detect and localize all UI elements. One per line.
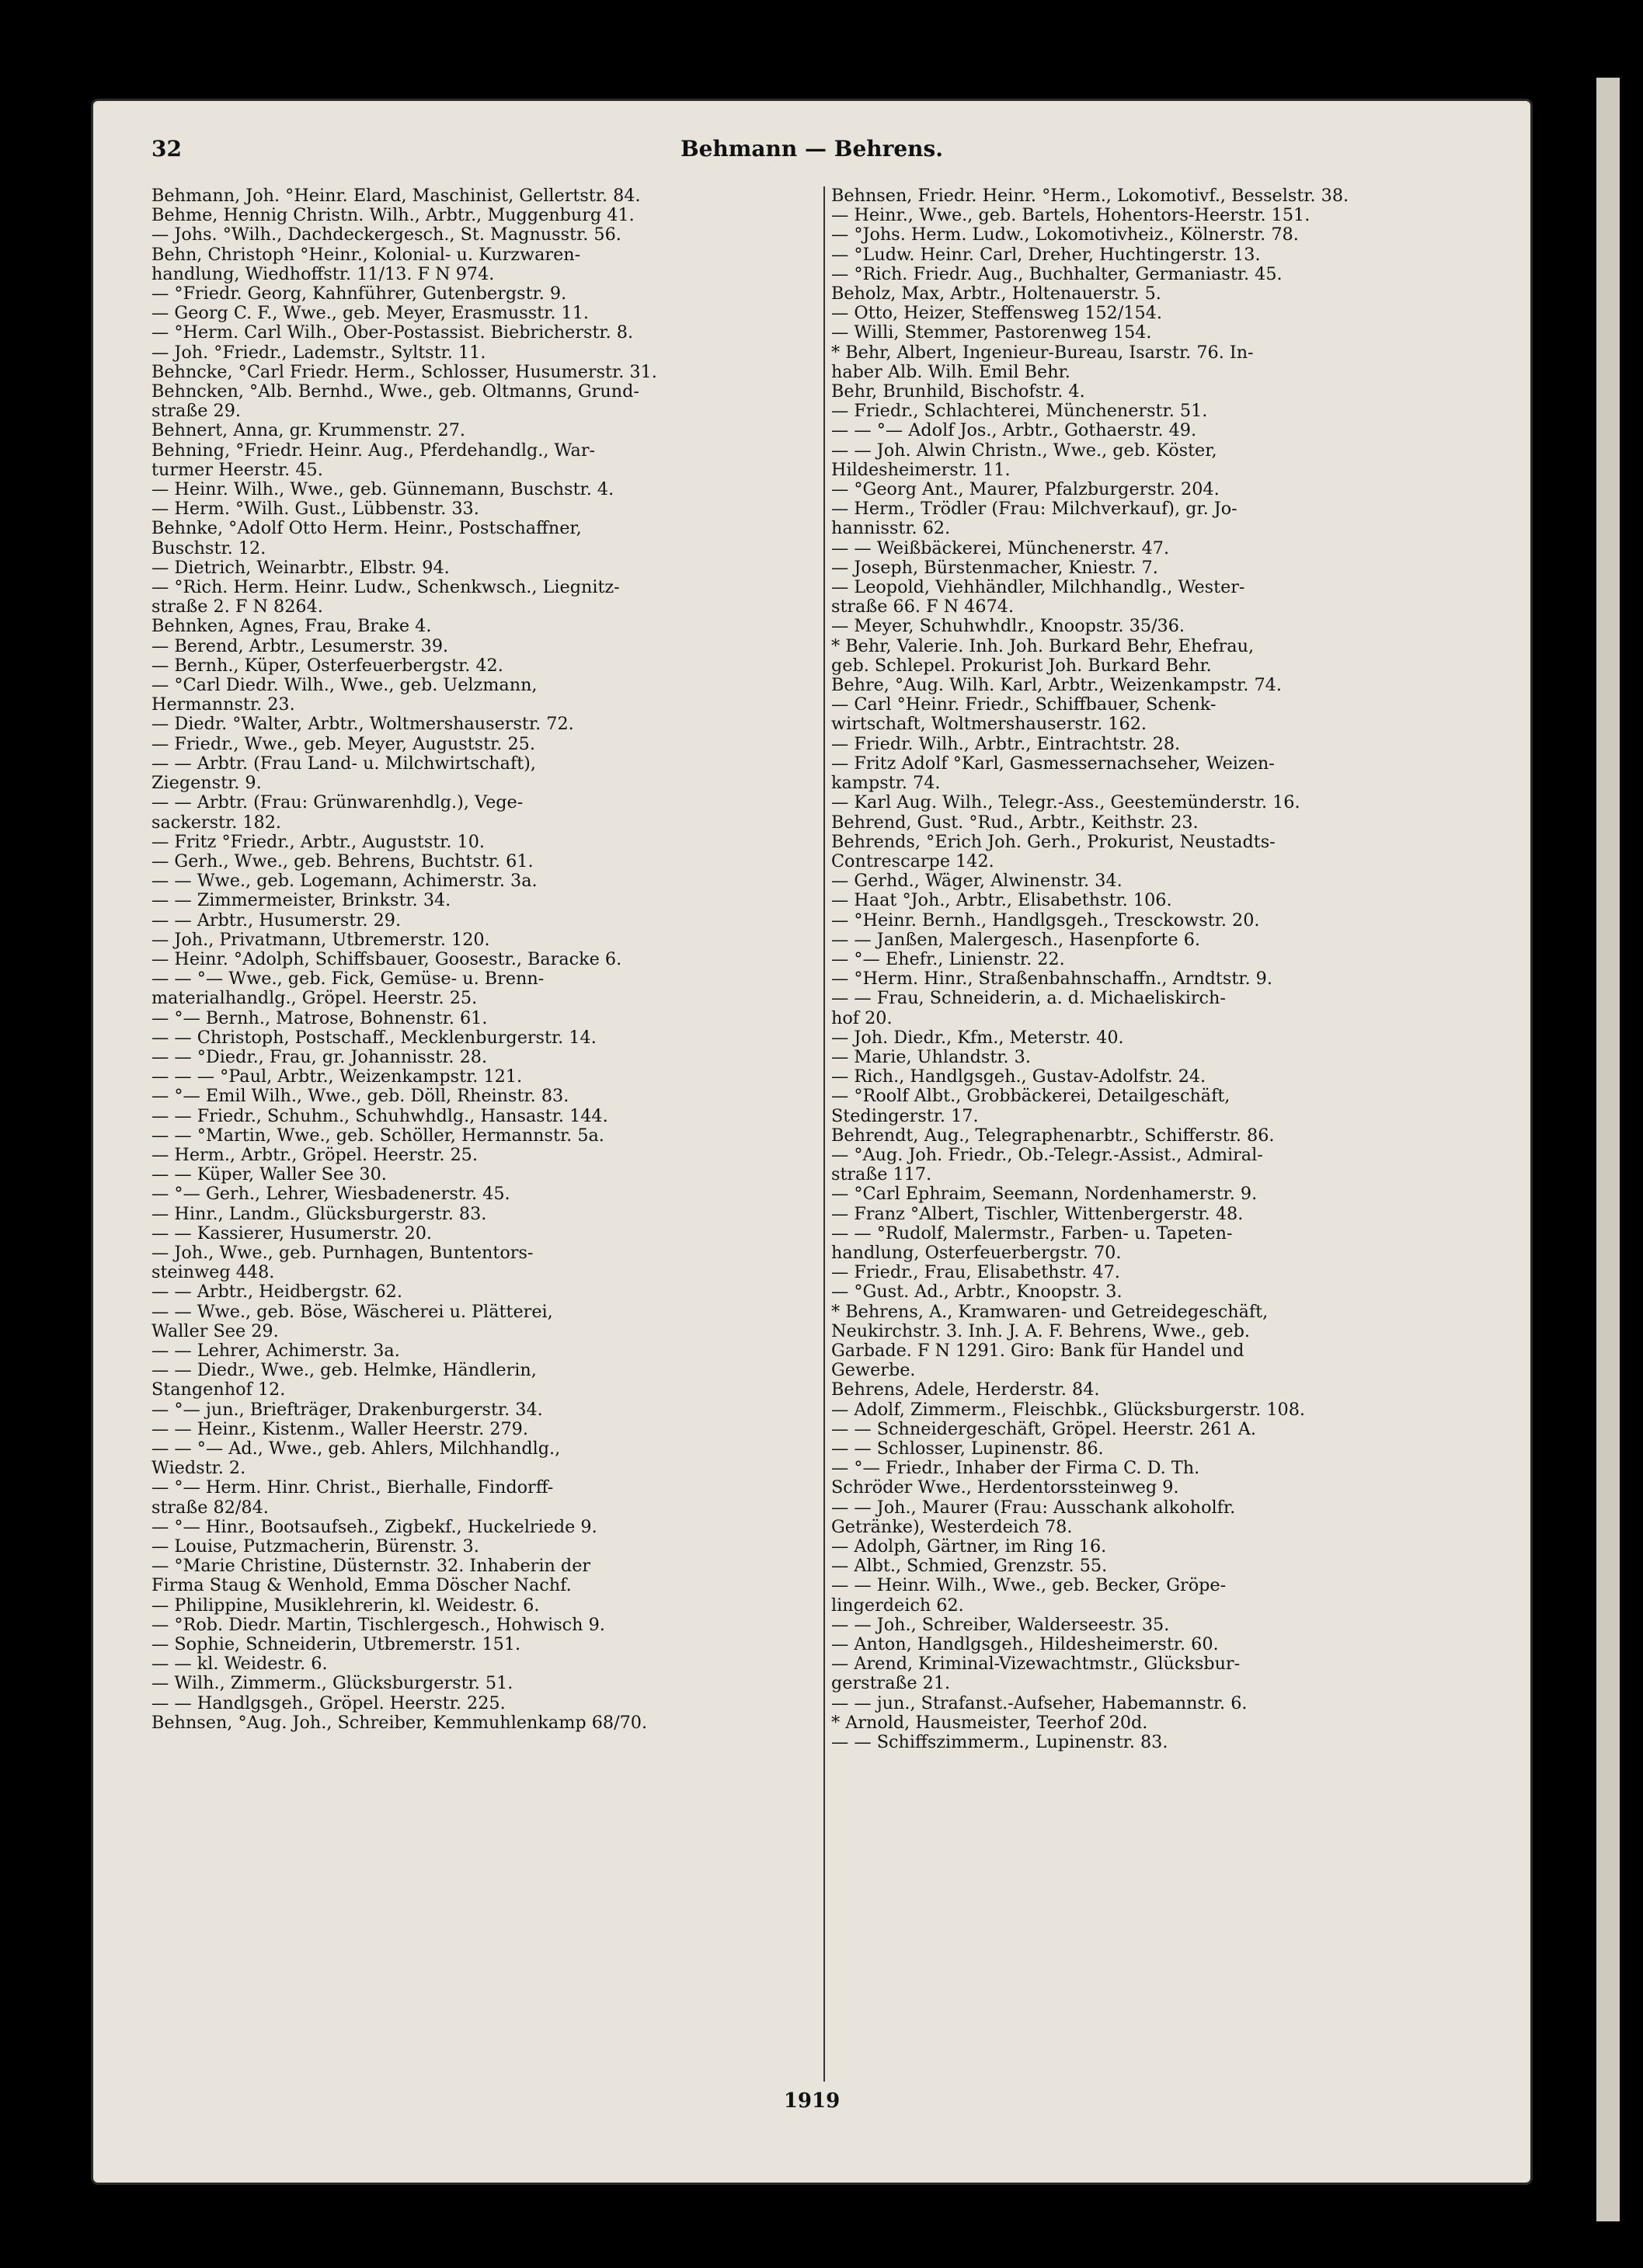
directory-line: straße 2. F N 8264. — [151, 597, 323, 617]
directory-line: — Berend, Arbtr., Lesumerstr. 39. — [151, 636, 449, 656]
left-column — [151, 186, 781, 1733]
directory-line: Behncken, °Alb. Bernhd., Wwe., geb. Oltmanns, Grund- — [151, 382, 639, 402]
directory-line: — — °Rudolf, Malermstr., Farben- u. Tapeten- — [831, 1223, 1233, 1244]
directory-line: Behncke, °Carl Friedr. Herm., Schlosser, Husumerstr. 31. — [151, 362, 657, 382]
directory-line: — — °— Ad., Wwe., geb. Ahlers, Milchhandlg., — [151, 1439, 561, 1459]
directory-line: Wiedstr. 2. — [151, 1459, 246, 1479]
directory-line: — — Arbtr. (Frau: Grünwarenhdlg.), Vege- — [151, 793, 524, 813]
directory-line: — Georg C. F., Wwe., geb. Meyer, Erasmusstr. 11. — [151, 304, 589, 324]
directory-line: — — Küper, Waller See 30. — [151, 1165, 387, 1185]
directory-line: Ziegenstr. 9. — [151, 774, 262, 794]
directory-line: — — °Diedr., Frau, gr. Johannisstr. 28. — [151, 1047, 488, 1067]
directory-line: — — Weißbäckerei, Münchenerstr. 47. — [831, 538, 1170, 558]
directory-line: steinweg 448. — [151, 1263, 275, 1283]
directory-line: Behmann, Joh. °Heinr. Elard, Maschinist, Gellertstr. 84. — [151, 186, 641, 206]
directory-line: Stangenhof 12. — [151, 1380, 286, 1400]
directory-line: — Sophie, Schneiderin, Utbremerstr. 151. — [151, 1635, 521, 1655]
directory-line: geb. Schlepel. Prokurist Joh. Burkard Behr. — [831, 656, 1212, 676]
directory-line: — Heinr. Wilh., Wwe., geb. Günnemann, Buschstr. 4. — [151, 480, 614, 500]
directory-line: — — Schiffszimmerm., Lupinenstr. 83. — [831, 1733, 1168, 1753]
directory-line: — °Georg Ant., Maurer, Pfalzburgerstr. 204. — [831, 480, 1220, 500]
directory-line: — — Heinr. Wilh., Wwe., geb. Becker, Gröpe- — [831, 1576, 1227, 1596]
page-number: 32 — [151, 136, 182, 162]
directory-line: Behnert, Anna, gr. Krummenstr. 27. — [151, 421, 465, 441]
directory-line: Behme, Hennig Christn. Wilh., Arbtr., Muggenburg 41. — [151, 206, 635, 226]
directory-line: Behn, Christoph °Heinr., Kolonial- u. Kurzwaren- — [151, 245, 581, 265]
directory-line: — Wilh., Zimmerm., Glücksburgerstr. 51. — [151, 1674, 513, 1694]
directory-line: — °— jun., Briefträger, Drakenburgerstr. 34. — [151, 1400, 543, 1420]
directory-line: Behrend, Gust. °Rud., Arbtr., Keithstr. 23. — [831, 812, 1199, 833]
directory-line: Behrends, °Erich Joh. Gerh., Prokurist, Neustadts- — [831, 832, 1276, 852]
directory-line: — — °— Adolf Jos., Arbtr., Gothaerstr. 49. — [831, 421, 1197, 441]
directory-line: — — Wwe., geb. Böse, Wäscherei u. Plätterei, — [151, 1302, 553, 1322]
directory-line: — Joh., Privatmann, Utbremerstr. 120. — [151, 930, 490, 950]
directory-line: — °Rich. Herm. Heinr. Ludw., Schenkwsch., Liegnitz- — [151, 578, 620, 598]
directory-line: Behr, Brunhild, Bischofstr. 4. — [831, 382, 1085, 402]
directory-line: — Herm., Trödler (Frau: Milchverkauf), gr. Jo- — [831, 499, 1237, 520]
directory-line: — Haat °Joh., Arbtr., Elisabethstr. 106. — [831, 891, 1172, 911]
directory-line: Gewerbe. — [831, 1361, 916, 1381]
directory-line: — °Rich. Friedr. Aug., Buchhalter, Germaniastr. 45. — [831, 264, 1283, 284]
directory-line: — Louise, Putzmacherin, Bürenstr. 3. — [151, 1537, 479, 1557]
directory-line: — Meyer, Schuhwhdlr., Knoopstr. 35/36. — [831, 617, 1185, 637]
directory-line: — — °— Wwe., geb. Fick, Gemüse- u. Brenn- — [151, 969, 545, 990]
directory-line: — Diedr. °Walter, Arbtr., Woltmershauserstr. 72. — [151, 715, 574, 735]
directory-line: Behnsen, °Aug. Joh., Schreiber, Kemmuhlenkamp 68/70. — [151, 1713, 648, 1733]
directory-line: — — Arbtr., Husumerstr. 29. — [151, 910, 402, 931]
directory-line: — °Carl Diedr. Wilh., Wwe., geb. Uelzmann, — [151, 676, 538, 696]
directory-line: Beholz, Max, Arbtr., Holtenauerstr. 5. — [831, 284, 1161, 304]
adjacent-page-edge — [1596, 78, 1620, 2221]
directory-line: — — Arbtr., Heidbergstr. 62. — [151, 1282, 402, 1303]
directory-line: Behning, °Friedr. Heinr. Aug., Pferdehandlg., War- — [151, 440, 596, 461]
directory-line: Garbade. F N 1291. Giro: Bank für Handel und — [831, 1341, 1244, 1361]
directory-line: — — Arbtr. (Frau Land- u. Milchwirtschaft), — [151, 753, 536, 774]
page-header — [151, 136, 1472, 175]
directory-line: — °— Gerh., Lehrer, Wiesbadenerstr. 45. — [151, 1184, 510, 1205]
directory-line: — Fritz °Friedr., Arbtr., Auguststr. 10. — [151, 832, 485, 852]
directory-line: Behnken, Agnes, Frau, Brake 4. — [151, 617, 432, 637]
directory-line: — °— Ehefr., Linienstr. 22. — [831, 949, 1065, 969]
directory-line: — Friedr., Wwe., geb. Meyer, Auguststr. 25. — [151, 734, 535, 754]
directory-line: straße 82/84. — [151, 1498, 269, 1518]
directory-line: — Marie, Uhlandstr. 3. — [831, 1047, 1031, 1067]
directory-line: — Fritz Adolf °Karl, Gasmessernachseher, Weizen- — [831, 753, 1275, 774]
footer-year: 1919 — [783, 2089, 841, 2113]
directory-line: hof 20. — [831, 1008, 893, 1028]
directory-line: straße 66. F N 4674. — [831, 597, 1015, 617]
directory-line: — Carl °Heinr. Friedr., Schiffbauer, Schenk- — [831, 695, 1217, 715]
directory-line: — — Kassierer, Husumerstr. 20. — [151, 1223, 433, 1244]
directory-line: — °— Emil Wilh., Wwe., geb. Döll, Rheinstr. 83. — [151, 1087, 569, 1107]
directory-line: materialhandlg., Gröpel. Heerstr. 25. — [151, 989, 478, 1009]
directory-line: sackerstr. 182. — [151, 812, 282, 833]
directory-line: Firma Staug & Wenhold, Emma Döscher Nachf. — [151, 1576, 572, 1596]
page-title: Behmann — Behrens. — [680, 136, 944, 162]
directory-line: Waller See 29. — [151, 1321, 279, 1341]
directory-line: — °Rob. Diedr. Martin, Tischlergesch., Hohwisch 9. — [151, 1615, 605, 1635]
directory-line: handlung, Osterfeuerbergstr. 70. — [831, 1243, 1122, 1263]
directory-line: — Adolf, Zimmerm., Fleischbk., Glücksburgerstr. 108. — [831, 1400, 1305, 1420]
directory-line: — Heinr., Wwe., geb. Bartels, Hohentors-Heerstr. 151. — [831, 206, 1311, 226]
directory-line: — Herm. °Wilh. Gust., Lübbenstr. 33. — [151, 499, 479, 520]
directory-line: — °Friedr. Georg, Kahnführer, Gutenbergstr. 9. — [151, 284, 567, 304]
directory-line: — Otto, Heizer, Steffensweg 152/154. — [831, 304, 1162, 324]
directory-line: Buschstr. 12. — [151, 538, 266, 558]
directory-line: — — Schlosser, Lupinenstr. 86. — [831, 1439, 1104, 1459]
directory-line: — Franz °Albert, Tischler, Wittenbergerstr. 48. — [831, 1204, 1244, 1224]
directory-line: — Johs. °Wilh., Dachdeckergesch., St. Magnusstr. 56. — [151, 225, 621, 245]
directory-line: — — kl. Weidestr. 6. — [151, 1654, 328, 1675]
directory-line: turmer Heerstr. 45. — [151, 460, 323, 480]
directory-line: Stedingerstr. 17. — [831, 1106, 979, 1126]
directory-line: — Joh., Wwe., geb. Purnhagen, Buntentors- — [151, 1243, 534, 1263]
directory-line: — — jun., Strafanst.-Aufseher, Habemannstr. 6. — [831, 1693, 1248, 1713]
directory-line: Hildesheimerstr. 11. — [831, 460, 1011, 480]
directory-line: Behnke, °Adolf Otto Herm. Heinr., Postschaffner, — [151, 519, 582, 539]
directory-line: — — °Martin, Wwe., geb. Schöller, Hermannstr. 5a. — [151, 1125, 604, 1146]
directory-line: — °— Bernh., Matrose, Bohnenstr. 61. — [151, 1008, 488, 1028]
directory-line: — Anton, Handlgsgeh., Hildesheimerstr. 60. — [831, 1635, 1219, 1655]
directory-line: haber Alb. Wilh. Emil Behr. — [831, 362, 1070, 382]
directory-line: — — Lehrer, Achimerstr. 3a. — [151, 1341, 400, 1361]
directory-line: — Leopold, Viehhändler, Milchhandlg., Wester- — [831, 578, 1245, 598]
directory-line: — Friedr. Wilh., Arbtr., Eintrachtstr. 28. — [831, 734, 1181, 754]
directory-line: — Philippine, Musiklehrerin, kl. Weidestr. 6. — [151, 1595, 540, 1616]
directory-line: — Albt., Schmied, Grenzstr. 55. — [831, 1557, 1108, 1577]
directory-line: — — Handlgsgeh., Gröpel. Heerstr. 225. — [151, 1693, 506, 1713]
directory-line: — Heinr. °Adolph, Schiffsbauer, Goosestr., Baracke 6. — [151, 949, 622, 969]
directory-line: Hermannstr. 23. — [151, 695, 295, 715]
directory-line: Schröder Wwe., Herdentorssteinweg 9. — [831, 1478, 1179, 1498]
directory-line: wirtschaft, Woltmershauserstr. 162. — [831, 715, 1147, 735]
directory-line: Behre, °Aug. Wilh. Karl, Arbtr., Weizenkampstr. 74. — [831, 676, 1282, 696]
directory-line: — — Zimmermeister, Brinkstr. 34. — [151, 891, 451, 911]
directory-line: — Joseph, Bürstenmacher, Kniestr. 7. — [831, 558, 1158, 578]
directory-line: — — Janßen, Malergesch., Hasenpforte 6. — [831, 930, 1200, 950]
directory-line: straße 29. — [151, 402, 241, 422]
directory-line: — Gerhd., Wäger, Alwinenstr. 34. — [831, 871, 1123, 892]
directory-line: Neukirchstr. 3. Inh. J. A. F. Behrens, Wwe., geb. — [831, 1321, 1250, 1341]
directory-line: — °Ludw. Heinr. Carl, Dreher, Huchtingerstr. 13. — [831, 245, 1261, 265]
directory-line: * Behr, Valerie. Inh. Joh. Burkard Behr, Ehefrau, — [831, 636, 1255, 656]
directory-line: Contrescarpe 142. — [831, 851, 994, 871]
directory-line: * Behr, Albert, Ingenieur-Bureau, Isarstr. 76. In- — [831, 343, 1254, 363]
directory-line: — — Frau, Schneiderin, a. d. Michaeliskirch- — [831, 989, 1226, 1009]
directory-line: — Gerh., Wwe., geb. Behrens, Buchtstr. 61. — [151, 851, 534, 871]
directory-line: gerstraße 21. — [831, 1674, 951, 1694]
directory-line: handlung, Wiedhoffstr. 11/13. F N 974. — [151, 264, 495, 284]
directory-line: — — Wwe., geb. Logemann, Achimerstr. 3a. — [151, 871, 538, 892]
directory-line: — — Diedr., Wwe., geb. Helmke, Händlerin, — [151, 1361, 537, 1381]
directory-line: — Bernh., Küper, Osterfeuerbergstr. 42. — [151, 656, 503, 676]
directory-line: — °Heinr. Bernh., Handlgsgeh., Tresckowstr. 20. — [831, 910, 1260, 931]
directory-line: — — Joh., Schreiber, Walderseestr. 35. — [831, 1615, 1170, 1635]
directory-line: — °Carl Ephraim, Seemann, Nordenhamerstr. 9. — [831, 1184, 1258, 1205]
directory-line: — °Johs. Herm. Ludw., Lokomotivheiz., Kölnerstr. 78. — [831, 225, 1299, 245]
directory-line: — Karl Aug. Wilh., Telegr.-Ass., Geestemünderstr. 16. — [831, 793, 1300, 813]
directory-line: * Behrens, A., Kramwaren- und Getreidegeschäft, — [831, 1302, 1269, 1322]
directory-line: — — Christoph, Postschaff., Mecklenburgerstr. 14. — [151, 1028, 597, 1048]
directory-line: — °Herm. Carl Wilh., Ober-Postassist. Biebricherstr. 8. — [151, 323, 634, 343]
directory-line: — Hinr., Landm., Glücksburgerstr. 83. — [151, 1204, 487, 1224]
directory-line: lingerdeich 62. — [831, 1595, 964, 1616]
directory-line: — Joh. Diedr., Kfm., Meterstr. 40. — [831, 1028, 1124, 1048]
directory-line: Behnsen, Friedr. Heinr. °Herm., Lokomotivf., Besselstr. 38. — [831, 186, 1349, 206]
directory-line: — Friedr., Schlachterei, Münchenerstr. 51. — [831, 402, 1208, 422]
directory-line: — °— Herm. Hinr. Christ., Bierhalle, Findorff- — [151, 1478, 554, 1498]
directory-line: * Arnold, Hausmeister, Teerhof 20d. — [831, 1713, 1148, 1733]
right-column — [831, 186, 1460, 1752]
directory-line: — Dietrich, Weinarbtr., Elbstr. 94. — [151, 558, 450, 578]
directory-line: — Rich., Handlgsgeh., Gustav-Adolfstr. 24. — [831, 1067, 1206, 1087]
directory-line: — Herm., Arbtr., Gröpel. Heerstr. 25. — [151, 1145, 478, 1165]
directory-line: — — — °Paul, Arbtr., Weizenkampstr. 121. — [151, 1067, 523, 1087]
directory-line: — °Gust. Ad., Arbtr., Knoopstr. 3. — [831, 1282, 1123, 1303]
directory-line: — Joh. °Friedr., Lademstr., Syltstr. 11. — [151, 343, 486, 363]
directory-line: — Adolph, Gärtner, im Ring 16. — [831, 1537, 1107, 1557]
directory-line: Behrens, Adele, Herderstr. 84. — [831, 1380, 1100, 1400]
directory-line: — °Roolf Albt., Grobbäckerei, Detailgeschäft, — [831, 1087, 1231, 1107]
directory-line: kampstr. 74. — [831, 774, 941, 794]
directory-line: straße 117. — [831, 1165, 932, 1185]
directory-line: Getränke), Westerdeich 78. — [831, 1517, 1073, 1537]
column-divider — [823, 186, 825, 2082]
directory-line: — Willi, Stemmer, Pastorenweg 154. — [831, 323, 1152, 343]
directory-line: — — Joh. Alwin Christn., Wwe., geb. Köster, — [831, 440, 1217, 461]
directory-line: — — Friedr., Schuhm., Schuhwhdlg., Hansastr. 144. — [151, 1106, 608, 1126]
directory-line: — °— Hinr., Bootsaufseh., Zigbekf., Huckelriede 9. — [151, 1517, 597, 1537]
directory-line: — °— Friedr., Inhaber der Firma C. D. Th. — [831, 1459, 1200, 1479]
directory-line: — °Herm. Hinr., Straßenbahnschaffn., Arndtstr. 9. — [831, 969, 1272, 990]
directory-line: hannisstr. 62. — [831, 519, 951, 539]
directory-line: Behrendt, Aug., Telegraphenarbtr., Schifferstr. 86. — [831, 1125, 1275, 1146]
directory-line: — — Joh., Maurer (Frau: Ausschank alkoholfr. — [831, 1498, 1236, 1518]
directory-line: — Friedr., Frau, Elisabethstr. 47. — [831, 1263, 1120, 1283]
directory-line: — — Heinr., Kistenm., Waller Heerstr. 279. — [151, 1419, 528, 1439]
directory-line: — Arend, Kriminal-Vizewachtmstr., Glücksbur- — [831, 1654, 1241, 1675]
directory-line: — — Schneidergeschäft, Gröpel. Heerstr. 261 A. — [831, 1419, 1256, 1439]
directory-line: — °Aug. Joh. Friedr., Ob.-Telegr.-Assist., Admiral- — [831, 1145, 1263, 1165]
directory-line: — °Marie Christine, Düsternstr. 32. Inhaberin der — [151, 1557, 591, 1577]
